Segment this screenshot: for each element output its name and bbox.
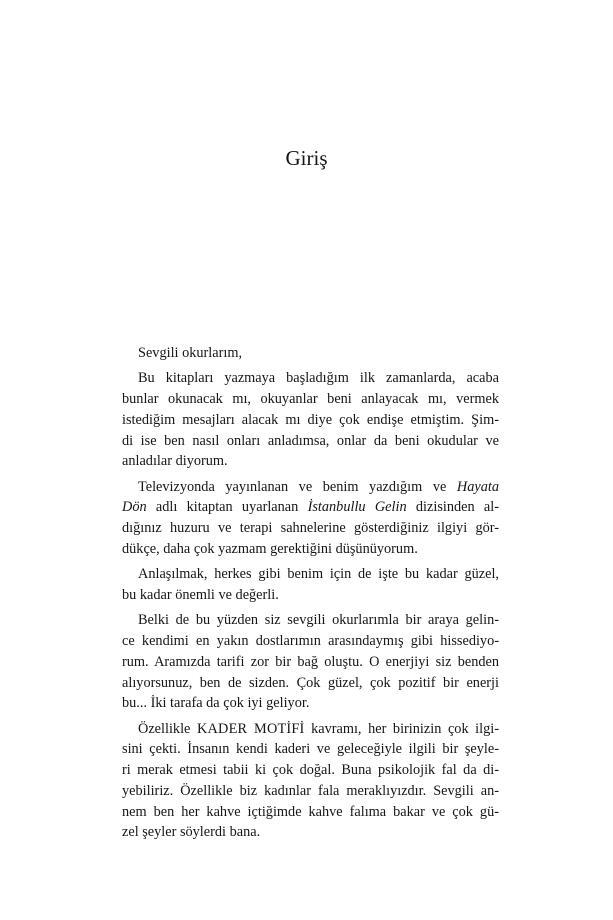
- text-line: Bu kitapları yazmaya başladığım ilk zamanlarda, acaba: [138, 370, 499, 387]
- text-line: dükçe, daha çok yazmam gerektiğini düşünüyorum.: [122, 540, 418, 557]
- book-title-italic: Hayata: [456, 478, 499, 495]
- text-line: ri merak etmesi tabii ki çok doğal. Buna psikolojik fal da di-: [122, 762, 499, 779]
- text-line: nem ben her kahve içtiğimde kahve falıma bakar ve çok gü-: [122, 803, 499, 820]
- text-line: bu kadar önemli ve değerli.: [122, 586, 279, 603]
- kader-motifi-term: KADER MOTİFİ: [197, 720, 305, 737]
- intro-body-text: [122, 343, 499, 843]
- text-line: [122, 477, 499, 498]
- text-line: dığınız huzuru ve terapi sahnelerine gösterdiğiniz ilgiyi gör-: [122, 520, 499, 537]
- text-line: sini çekti. İnsanın kendi kaderi ve geleceğiyle ilgili bir şeyle-: [122, 741, 499, 758]
- text-run: kavramı, her birinizin çok ilgi-: [304, 720, 500, 737]
- text-run: adlı kitaptan uyarlanan: [146, 499, 308, 516]
- series-title-italic: İstanbullu Gelin: [307, 499, 407, 516]
- text-line: [122, 719, 499, 740]
- text-run: dizisinden al-: [406, 499, 499, 516]
- text-line: bu... İki tarafa da çok iyi geliyor.: [122, 695, 310, 712]
- text-line: anladılar diyorum.: [122, 453, 228, 470]
- text-line: zel şeyler söylerdi bana.: [122, 824, 261, 841]
- text-run: Özellikle: [138, 720, 197, 737]
- text-line: Sevgili okurlarım,: [138, 345, 243, 361]
- text-line: istediğim mesajları alacak mı diye çok endişe etmiştim. Şim-: [122, 411, 499, 428]
- text-run: Televizyonda yayınlanan ve benim yazdığım ve: [138, 478, 457, 495]
- text-line: Belki de bu yüzden siz sevgili okurlarımla bir araya gelin-: [138, 612, 499, 629]
- text-line: [122, 497, 499, 518]
- text-line: alıyorsunuz, ben de sizden. Çok güzel, çok pozitif bir enerji: [122, 674, 499, 691]
- text-line: bunlar okunacak mı, okuyanlar beni anlayacak mı, vermek: [122, 390, 499, 407]
- text-line: Anlaşılmak, herkes gibi benim için de işte bu kadar güzel,: [138, 566, 499, 583]
- book-title-italic: Dön: [122, 499, 147, 516]
- text-line: rum. Aramızda tarifi zor bir bağ oluştu. O enerjiyi siz benden: [122, 653, 499, 670]
- text-line: di ise ben nasıl onları anladımsa, onlar da beni okudular ve: [122, 432, 499, 449]
- chapter-title: Giriş: [285, 146, 328, 170]
- text-line: yebiliriz. Özellikle biz kadınlar fala meraklıyızdır. Sevgili an-: [122, 782, 499, 799]
- text-line: ce kendimi en yakın dostlarımın arasındaymış gibi hissediyo-: [122, 632, 499, 649]
